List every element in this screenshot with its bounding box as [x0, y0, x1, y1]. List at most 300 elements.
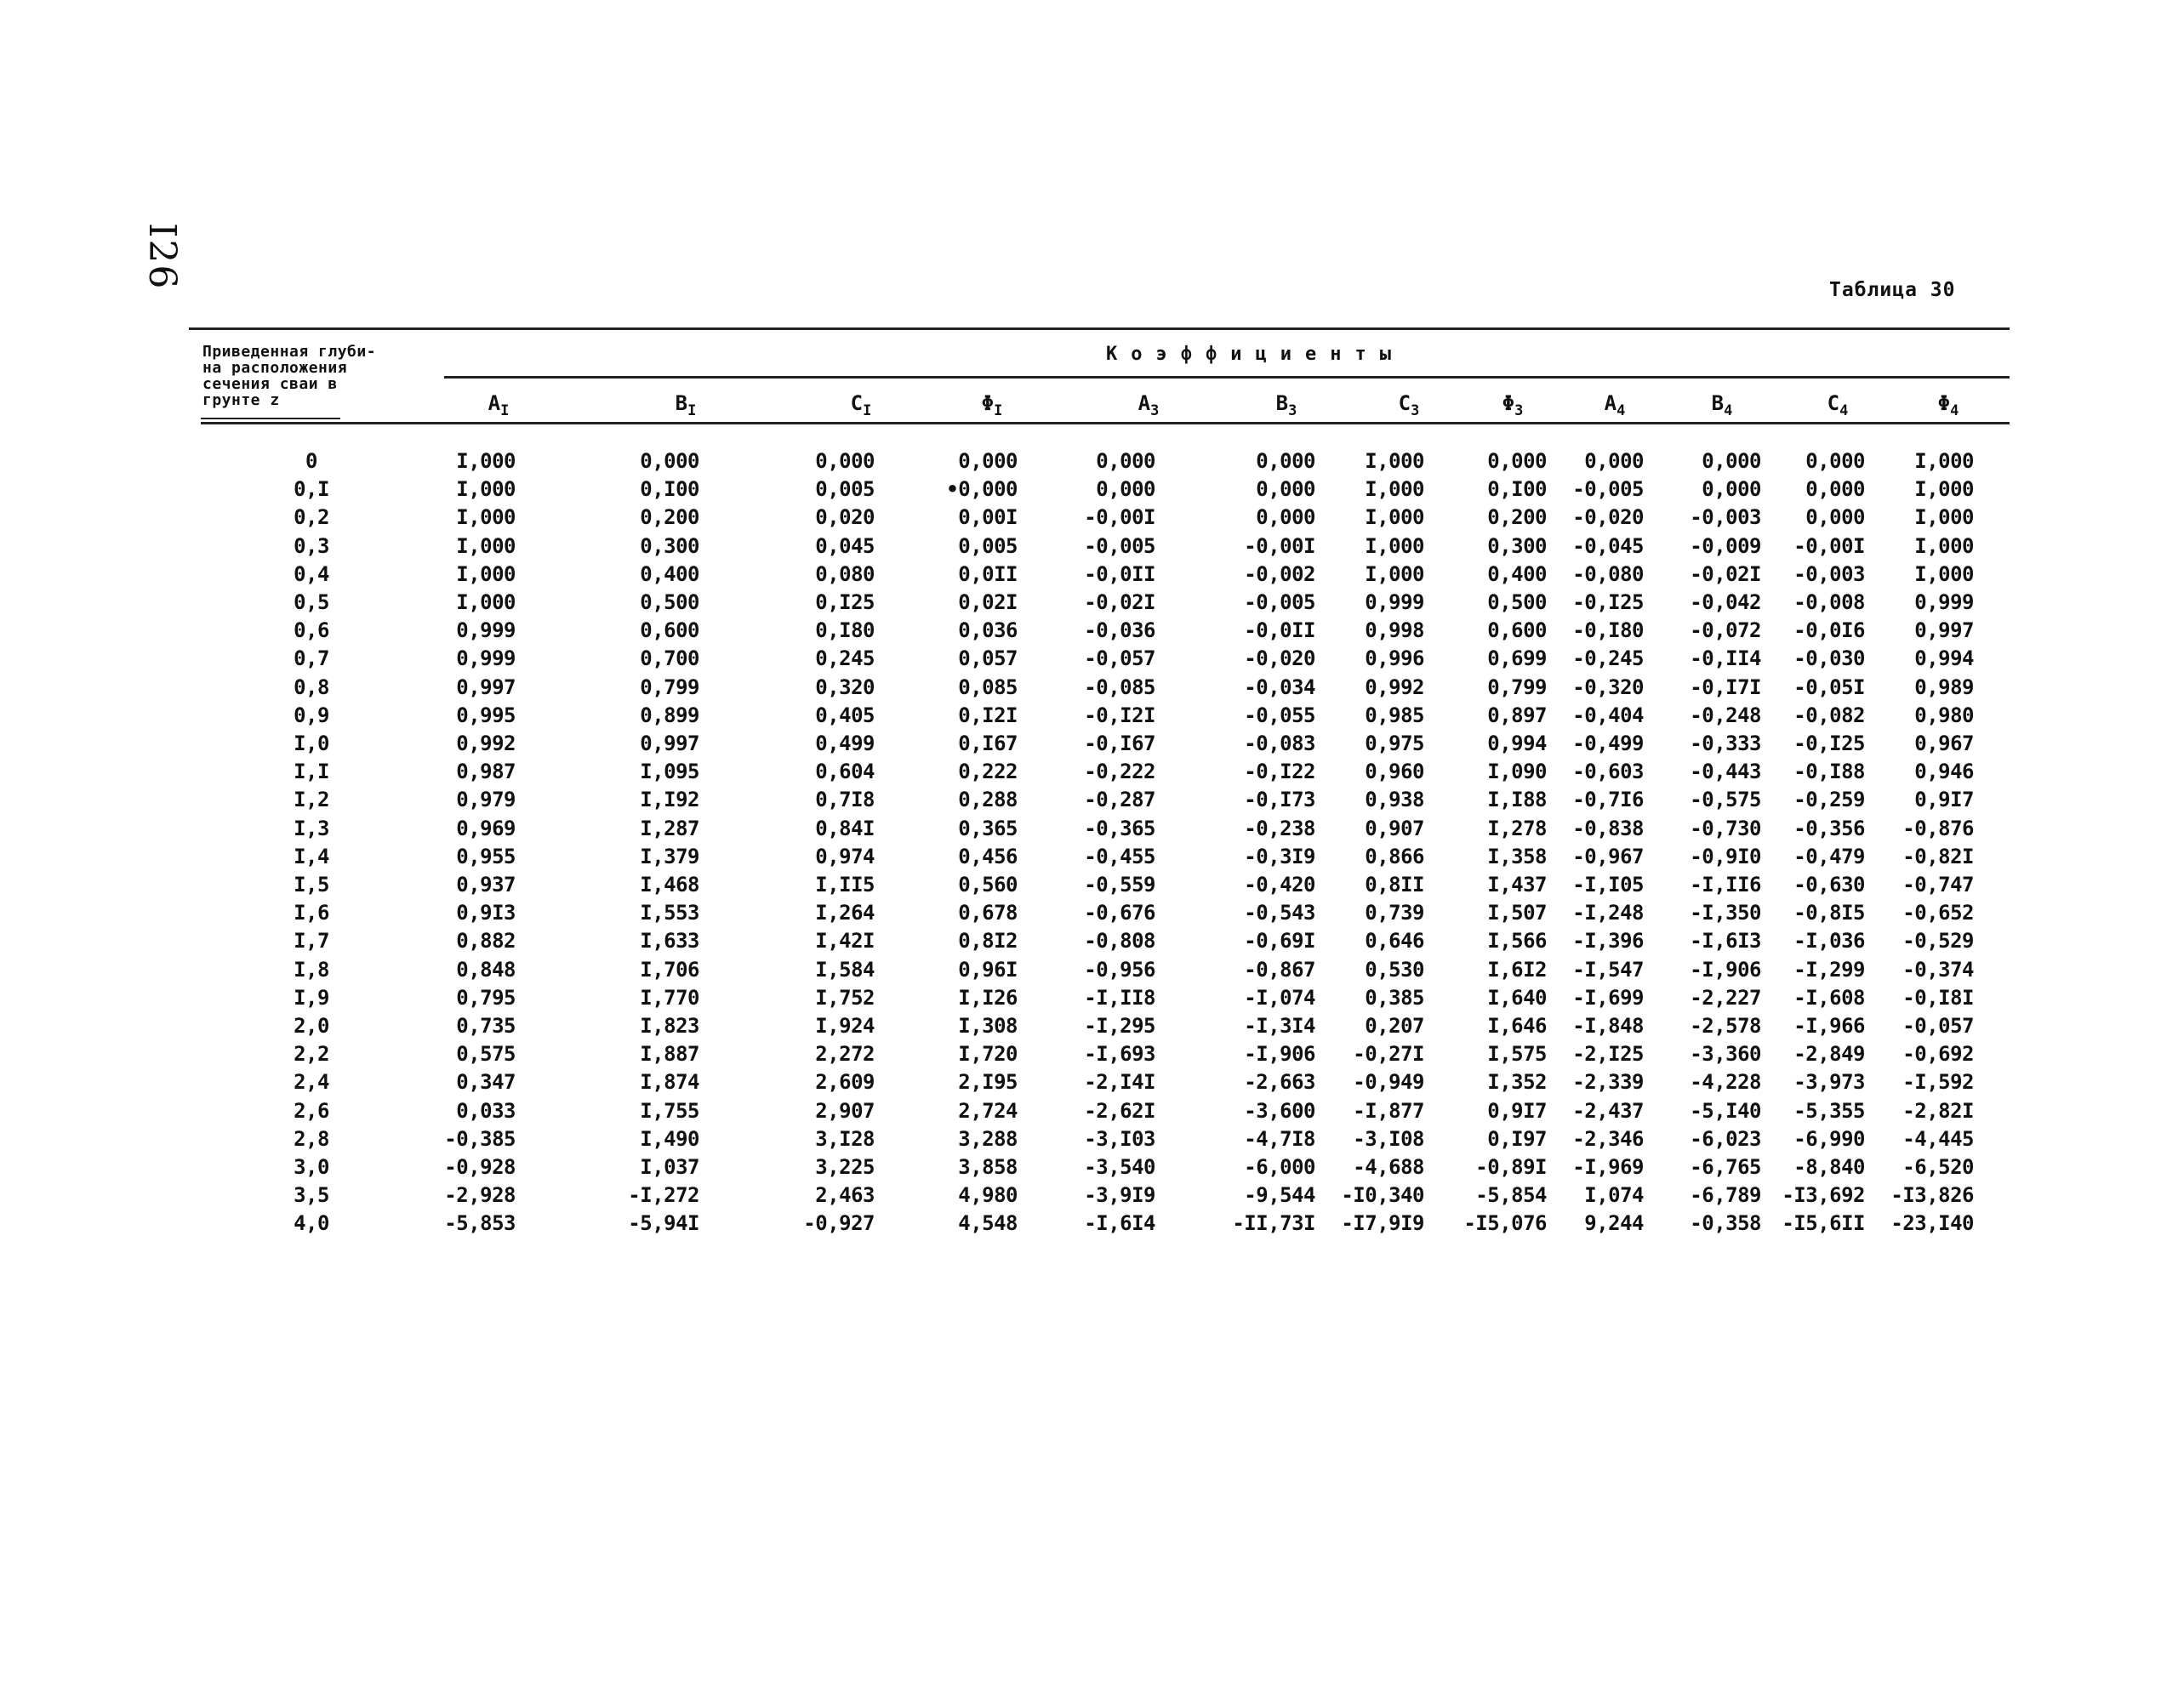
- coefficient-cell: -0,008: [1793, 590, 1865, 614]
- coefficient-cell: 0,999: [456, 646, 516, 671]
- coefficient-cell: -0,259: [1793, 788, 1865, 812]
- coefficient-cell: -I,693: [1084, 1042, 1155, 1067]
- coefficient-cell: 0,I80: [815, 618, 875, 643]
- coefficient-cell: I,874: [640, 1070, 699, 1095]
- coefficient-cell: I,924: [815, 1014, 875, 1038]
- coefficient-cell: I,000: [456, 449, 516, 473]
- coefficient-cell: -0,692: [1902, 1042, 1974, 1067]
- coefficient-cell: 0,979: [456, 788, 516, 812]
- coefficient-cell: 4,548: [958, 1211, 1018, 1236]
- column-header: [1399, 391, 1420, 419]
- depth-cell: 2,6: [294, 1098, 329, 1123]
- depth-column-header: [202, 344, 449, 408]
- coefficient-cell: -0,02I: [1084, 590, 1155, 614]
- column-header-subscript: 3: [1514, 402, 1524, 419]
- coefficient-cell: 0,000: [1096, 449, 1155, 473]
- coefficient-cell: -I,906: [1244, 1042, 1315, 1067]
- coefficient-cell: I,I88: [1487, 788, 1547, 812]
- depth-cell: I,3: [294, 816, 329, 840]
- coefficient-cell: -0,003: [1793, 561, 1865, 586]
- coefficient-cell: I,037: [640, 1155, 699, 1179]
- coefficient-cell: -0,045: [1572, 533, 1644, 558]
- coefficient-cell: 0,045: [815, 533, 875, 558]
- coefficient-cell: -0,333: [1690, 732, 1761, 755]
- coefficient-cell: 0,000: [1487, 449, 1547, 473]
- coefficient-cell: I,640: [1487, 985, 1547, 1010]
- coefficient-cell: I,887: [640, 1042, 699, 1067]
- coefficient-cell: -0,8I5: [1793, 901, 1865, 925]
- column-header: [1605, 391, 1626, 419]
- coefficient-cell: -4,445: [1902, 1126, 1974, 1151]
- coefficient-cell: 0,992: [1365, 675, 1424, 699]
- coefficient-cell: -6,990: [1793, 1126, 1865, 1151]
- coefficient-cell: 0,000: [1702, 477, 1761, 502]
- coefficient-cell: 2,463: [815, 1183, 875, 1208]
- column-header-base: Φ: [1502, 391, 1515, 415]
- coefficient-cell: -I,6I3: [1690, 929, 1761, 954]
- depth-cell: 2,8: [294, 1126, 329, 1151]
- coefficient-cell: -I,699: [1572, 985, 1644, 1010]
- coefficient-cell: I,000: [1914, 477, 1974, 502]
- column-header-subscript: I: [863, 402, 872, 419]
- coefficient-cell: I,074: [1584, 1183, 1644, 1208]
- coefficient-cell: I,000: [1914, 505, 1974, 530]
- coefficient-cell: 0,999: [1365, 590, 1424, 614]
- coefficient-cell: 0,222: [958, 760, 1018, 784]
- coefficient-cell: -I0,340: [1341, 1183, 1424, 1208]
- coefficient-cell: -0,27I: [1353, 1042, 1424, 1067]
- coefficient-cell: I,095: [640, 760, 699, 784]
- coefficient-cell: -2,62I: [1084, 1098, 1155, 1123]
- coefficient-cell: I,000: [1914, 561, 1974, 586]
- coefficient-cell: -0,956: [1084, 957, 1155, 982]
- coefficient-cell: -9,544: [1244, 1183, 1315, 1208]
- coefficient-cell: 0,997: [1914, 618, 1974, 643]
- depth-cell: 3,5: [294, 1183, 329, 1208]
- coefficient-cell: I,264: [815, 901, 875, 925]
- depth-cell: 2,0: [294, 1014, 329, 1038]
- coefficient-cell: 0,739: [1365, 901, 1424, 925]
- coefficient-cell: 0,946: [1914, 760, 1974, 784]
- coefficient-cell: I,490: [640, 1126, 699, 1151]
- coefficient-cell: -6,023: [1690, 1126, 1761, 1151]
- coefficient-cell: -0,005: [1084, 533, 1155, 558]
- coefficient-cell: -0,082: [1793, 703, 1865, 727]
- coefficient-cell: -0,I8I: [1902, 985, 1974, 1010]
- coefficient-cell: 0,575: [456, 1042, 516, 1067]
- coefficient-cell: -I,II6: [1690, 873, 1761, 897]
- coefficient-cell: -0,00I: [1084, 505, 1155, 530]
- coefficient-cell: -0,652: [1902, 901, 1974, 925]
- coefficient-cell: 0,989: [1914, 675, 1974, 699]
- coefficient-cell: 0,500: [640, 590, 699, 614]
- coefficient-cell: -0,358: [1690, 1211, 1761, 1236]
- coefficient-cell: 3,225: [815, 1155, 875, 1179]
- coefficient-cell: -2,578: [1690, 1014, 1761, 1038]
- coefficient-cell: 0,9I7: [1487, 1098, 1547, 1123]
- coefficient-cell: I,352: [1487, 1070, 1547, 1095]
- coefficient-cell: 0,604: [815, 760, 875, 784]
- depth-cell: I,0: [294, 732, 329, 755]
- coefficient-cell: 0,207: [1365, 1014, 1424, 1038]
- coefficient-cell: -0,00I: [1793, 533, 1865, 558]
- coefficient-cell: -I,272: [628, 1183, 699, 1208]
- coefficient-cell: I,000: [1365, 533, 1424, 558]
- coefficient-cell: -8,840: [1793, 1155, 1865, 1179]
- column-header-subscript: 4: [1950, 402, 1959, 419]
- coefficient-cell: 0,000: [1805, 477, 1865, 502]
- coefficient-cell: 0,000: [1702, 449, 1761, 473]
- coefficient-cell: -0,057: [1902, 1014, 1974, 1038]
- column-header-base: Φ: [1937, 391, 1951, 415]
- coefficient-cell: 0,735: [456, 1014, 516, 1038]
- coefficient-cell: I,308: [958, 1014, 1018, 1038]
- coefficient-cell: I,000: [456, 505, 516, 530]
- column-header: [1276, 391, 1297, 419]
- coefficient-cell: I,633: [640, 929, 699, 954]
- column-header-base: C: [1827, 391, 1840, 415]
- coefficient-cell: -6,789: [1690, 1183, 1761, 1208]
- coefficient-cell: 0,500: [1487, 590, 1547, 614]
- coefficient-cell: I,000: [456, 590, 516, 614]
- coefficient-cell: 0,700: [640, 646, 699, 671]
- coefficient-cell: 0,I97: [1487, 1126, 1547, 1151]
- coefficient-cell: 0,974: [815, 844, 875, 868]
- coefficient-cell: 0,I25: [815, 590, 875, 614]
- depth-header-underline: [201, 418, 340, 419]
- coefficient-cell: I,720: [958, 1042, 1018, 1067]
- coefficient-cell: -6,520: [1902, 1155, 1974, 1179]
- coefficient-cell: -I5,6II: [1782, 1211, 1865, 1236]
- column-header: [1502, 391, 1524, 419]
- coefficient-cell: I,823: [640, 1014, 699, 1038]
- coefficient-cell: 4,980: [958, 1183, 1018, 1208]
- coefficient-cell: 0,907: [1365, 816, 1424, 840]
- coefficient-cell: -0,630: [1793, 873, 1865, 897]
- coefficient-cell: -0,072: [1690, 618, 1761, 643]
- coefficient-cell: 0,994: [1914, 646, 1974, 671]
- coefficient-cell: 0,I2I: [958, 703, 1018, 727]
- coefficient-cell: -I,877: [1353, 1098, 1424, 1123]
- coefficient-cell: -0,320: [1572, 675, 1644, 699]
- coefficient-cell: -0,057: [1084, 646, 1155, 671]
- coefficient-cell: 0,897: [1487, 703, 1547, 727]
- coefficient-cell: 0,300: [640, 533, 699, 558]
- coefficient-cell: -0,559: [1084, 873, 1155, 897]
- coefficient-cell: 0,600: [640, 618, 699, 643]
- coefficient-cell: -II,73I: [1232, 1211, 1315, 1236]
- coefficient-cell: -2,I4I: [1084, 1070, 1155, 1095]
- coefficient-cell: I,42I: [815, 929, 875, 954]
- depth-cell: I,2: [294, 788, 329, 812]
- coefficient-cell: 0,I00: [640, 477, 699, 502]
- coefficient-cell: 0,02I: [958, 590, 1018, 614]
- coefficient-cell: 0,7I8: [815, 788, 875, 812]
- coefficient-cell: 0,8II: [1365, 873, 1424, 897]
- coefficient-cell: 0,882: [456, 929, 516, 954]
- coefficient-cell: 0,994: [1487, 732, 1547, 755]
- coefficient-cell: -0,034: [1244, 675, 1315, 699]
- coefficient-cell: 0,955: [456, 844, 516, 868]
- depth-cell: I,4: [294, 844, 329, 868]
- coefficient-cell: 0,999: [456, 618, 516, 643]
- coefficient-cell: -0,005: [1572, 477, 1644, 502]
- coefficient-cell: -0,543: [1244, 901, 1315, 925]
- coefficient-cell: 0,456: [958, 844, 1018, 868]
- coefficient-cell: 0,499: [815, 732, 875, 755]
- coefficient-cell: I,000: [1914, 533, 1974, 558]
- column-header-subscript: I: [500, 402, 510, 419]
- coefficient-cell: -0,7I6: [1572, 788, 1644, 812]
- coefficient-cell: I,358: [1487, 844, 1547, 868]
- coefficient-cell: 0,975: [1365, 732, 1424, 755]
- coefficient-cell: 0,400: [640, 561, 699, 586]
- coefficient-cell: -0,575: [1690, 788, 1761, 812]
- coefficient-cell: -0,949: [1353, 1070, 1424, 1095]
- coefficient-cell: -4,7I8: [1244, 1126, 1315, 1151]
- coefficient-cell: -I,036: [1793, 929, 1865, 954]
- coefficient-cell: -0,374: [1902, 957, 1974, 982]
- coefficient-cell: 0,000: [1256, 449, 1315, 473]
- coefficient-cell: 0,400: [1487, 561, 1547, 586]
- coefficient-cell: -I,074: [1244, 985, 1315, 1010]
- coefficient-cell: -0,030: [1793, 646, 1865, 671]
- coefficients-group-header: Коэффициенты: [1106, 344, 1405, 365]
- coefficient-cell: -I,592: [1902, 1070, 1974, 1095]
- column-header-subscript: I: [994, 402, 1003, 419]
- coefficient-cell: I,468: [640, 873, 699, 897]
- coefficient-cell: -0,927: [803, 1211, 875, 1236]
- coefficient-cell: I,437: [1487, 873, 1547, 897]
- coefficient-cell: -0,0II: [1244, 618, 1315, 643]
- column-header-subscript: 3: [1150, 402, 1160, 419]
- coefficient-cell: -5,I40: [1690, 1098, 1761, 1123]
- coefficient-cell: 0,985: [1365, 703, 1424, 727]
- coefficient-cell: -4,228: [1690, 1070, 1761, 1095]
- coefficient-cell: -3,I03: [1084, 1126, 1155, 1151]
- coefficient-cell: -I,350: [1690, 901, 1761, 925]
- coefficient-cell: -0,042: [1690, 590, 1761, 614]
- column-header-base: Φ: [981, 391, 995, 415]
- table-top-rule: [189, 327, 2010, 330]
- coefficient-cell: -0,002: [1244, 561, 1315, 586]
- coefficient-cell: 0,200: [640, 505, 699, 530]
- coefficient-cell: -2,346: [1572, 1126, 1644, 1151]
- coefficient-cell: 2,609: [815, 1070, 875, 1095]
- coefficient-cell: -0,II4: [1690, 646, 1761, 671]
- coefficient-cell: 0,997: [456, 675, 516, 699]
- column-header-subscript: I: [687, 402, 697, 419]
- coefficient-cell: 2,724: [958, 1098, 1018, 1123]
- coefficient-cell: 0,057: [958, 646, 1018, 671]
- coefficient-cell: -0,730: [1690, 816, 1761, 840]
- coefficient-cell: 0,967: [1914, 732, 1974, 755]
- coefficient-cell: -I5,076: [1463, 1211, 1547, 1236]
- coefficient-cell: -I,I05: [1572, 873, 1644, 897]
- coefficient-cell: 3,288: [958, 1126, 1018, 1151]
- coefficient-cell: -0,238: [1244, 816, 1315, 840]
- coefficient-cell: -0,I25: [1572, 590, 1644, 614]
- coefficient-cell: -3,540: [1084, 1155, 1155, 1179]
- column-header-subscript: 4: [1616, 402, 1626, 419]
- coefficient-cell: -0,I88: [1793, 760, 1865, 784]
- coefficient-cell: -0,080: [1572, 561, 1644, 586]
- coefficient-cell: -I3,692: [1782, 1183, 1865, 1208]
- coefficient-cell: -0,676: [1084, 901, 1155, 925]
- coefficient-cell: I,090: [1487, 760, 1547, 784]
- coefficient-cell: 0,I67: [958, 732, 1018, 755]
- coefficient-cell: 0,005: [815, 477, 875, 502]
- coefficient-cell: -6,000: [1244, 1155, 1315, 1179]
- coefficient-cell: -I,547: [1572, 957, 1644, 982]
- coefficient-cell: I,000: [1365, 561, 1424, 586]
- coefficient-cell: •0,000: [946, 477, 1018, 502]
- coefficient-cell: I,000: [1365, 505, 1424, 530]
- coefficient-cell: -0,083: [1244, 732, 1315, 755]
- coefficient-cell: -0,009: [1690, 533, 1761, 558]
- coefficient-cell: I,575: [1487, 1042, 1547, 1067]
- coefficient-cell: 0,938: [1365, 788, 1424, 812]
- coefficient-cell: -0,020: [1572, 505, 1644, 530]
- coefficient-cell: -0,3I9: [1244, 844, 1315, 868]
- coefficient-cell: 0,005: [958, 533, 1018, 558]
- coefficient-cell: 0,036: [958, 618, 1018, 643]
- coefficient-cell: -3,360: [1690, 1042, 1761, 1067]
- coefficient-cell: -I,396: [1572, 929, 1644, 954]
- coefficient-cell: I,000: [1914, 449, 1974, 473]
- table-label: Таблица 30: [1829, 279, 1956, 301]
- column-header: [982, 391, 1003, 419]
- column-header-subscript: 3: [1288, 402, 1297, 419]
- coefficient-cell: -0,838: [1572, 816, 1644, 840]
- column-header-base: A: [488, 391, 501, 415]
- coefficient-cell: I,278: [1487, 816, 1547, 840]
- coefficient-cell: I,000: [456, 477, 516, 502]
- coefficient-cell: -2,82I: [1902, 1098, 1974, 1123]
- coefficient-cell: -0,0I6: [1793, 618, 1865, 643]
- coefficient-cell: 2,I95: [958, 1070, 1018, 1095]
- coefficient-cell: -0,529: [1902, 929, 1974, 954]
- depth-cell: 0,8: [294, 675, 329, 699]
- coefficient-cell: -0,I7I: [1690, 675, 1761, 699]
- coefficient-cell: -0,00I: [1244, 533, 1315, 558]
- column-header: [1712, 391, 1733, 419]
- coefficient-cell: -0,420: [1244, 873, 1315, 897]
- coefficient-cell: -0,003: [1690, 505, 1761, 530]
- coefficient-cell: 0,347: [456, 1070, 516, 1095]
- coefficient-cell: -0,I73: [1244, 788, 1315, 812]
- coefficient-cell: -0,I25: [1793, 732, 1865, 755]
- coefficient-cell: -0,967: [1572, 844, 1644, 868]
- coefficient-cell: -I,II8: [1084, 985, 1155, 1010]
- coefficient-cell: I,770: [640, 985, 699, 1010]
- column-header-subscript: 3: [1411, 402, 1420, 419]
- coefficient-cell: 0,96I: [958, 957, 1018, 982]
- coefficient-cell: 0,000: [1096, 477, 1155, 502]
- depth-cell: 0,2: [294, 505, 329, 530]
- coefficient-cell: I,507: [1487, 901, 1547, 925]
- coefficient-cell: 0,080: [815, 561, 875, 586]
- coefficient-cell: I,706: [640, 957, 699, 982]
- coefficient-cell: -I,966: [1793, 1014, 1865, 1038]
- coefficient-cell: 0,000: [958, 449, 1018, 473]
- coefficient-cell: 9,244: [1584, 1211, 1644, 1236]
- coefficient-cell: 0,84I: [815, 816, 875, 840]
- coefficient-cell: -I3,826: [1890, 1183, 1974, 1208]
- depth-cell: 0,4: [294, 561, 329, 586]
- coefficient-cell: -I,295: [1084, 1014, 1155, 1038]
- coefficient-cell: -I,906: [1690, 957, 1761, 982]
- coefficient-cell: 0,405: [815, 703, 875, 727]
- coefficient-cell: 0,899: [640, 703, 699, 727]
- coefficient-cell: -0,248: [1690, 703, 1761, 727]
- coefficient-cell: -0,05I: [1793, 675, 1865, 699]
- coefficient-cell: -5,355: [1793, 1098, 1865, 1123]
- coefficient-cell: I,I26: [958, 985, 1018, 1010]
- column-header-base: B: [675, 391, 688, 415]
- coefficient-cell: 0,646: [1365, 929, 1424, 954]
- coefficient-cell: 0,000: [1256, 477, 1315, 502]
- coefficient-cell: -I,248: [1572, 901, 1644, 925]
- coefficient-cell: -0,9I0: [1690, 844, 1761, 868]
- column-header: [851, 391, 872, 419]
- coefficient-cell: -2,663: [1244, 1070, 1315, 1095]
- coefficient-cell: -I,969: [1572, 1155, 1644, 1179]
- coefficient-cell: 0,969: [456, 816, 516, 840]
- coefficient-cell: 0,000: [640, 449, 699, 473]
- coefficient-cell: I,755: [640, 1098, 699, 1123]
- column-header-base: B: [1711, 391, 1725, 415]
- coefficient-cell: 0,200: [1487, 505, 1547, 530]
- coefficient-cell: 0,300: [1487, 533, 1547, 558]
- coefficient-cell: -2,928: [444, 1183, 516, 1208]
- coefficient-cell: I,646: [1487, 1014, 1547, 1038]
- coefficient-cell: 0,0II: [958, 561, 1018, 586]
- coefficient-cell: 0,385: [1365, 985, 1424, 1010]
- coefficient-cell: 0,799: [640, 675, 699, 699]
- coefficient-cell: I,752: [815, 985, 875, 1010]
- coefficient-cell: -I7,9I9: [1341, 1211, 1424, 1236]
- coefficient-cell: 0,288: [958, 788, 1018, 812]
- coefficient-cell: 3,858: [958, 1155, 1018, 1179]
- coefficient-cell: -0,82I: [1902, 844, 1974, 868]
- depth-cell: 4,0: [294, 1211, 329, 1236]
- coefficient-cell: -0,479: [1793, 844, 1865, 868]
- coefficient-cell: -I,3I4: [1244, 1014, 1315, 1038]
- coefficient-cell: 2,907: [815, 1098, 875, 1123]
- coefficient-cell: 0,992: [456, 732, 516, 755]
- coefficient-cell: -3,973: [1793, 1070, 1865, 1095]
- page-number: I26: [140, 223, 184, 291]
- coefficient-cell: -0,808: [1084, 929, 1155, 954]
- coefficient-cell: -0,I67: [1084, 732, 1155, 755]
- coefficient-cell: -5,853: [444, 1211, 516, 1236]
- coefficient-cell: I,6I2: [1487, 957, 1547, 982]
- coefficient-cell: 0,996: [1365, 646, 1424, 671]
- coefficient-cell: -2,227: [1690, 985, 1761, 1010]
- column-header: [488, 391, 510, 419]
- coefficient-cell: I,553: [640, 901, 699, 925]
- coefficient-cell: 0,530: [1365, 957, 1424, 982]
- coefficient-cell: 0,999: [1914, 590, 1974, 614]
- depth-cell: I,6: [294, 901, 329, 925]
- coefficient-cell: 0,699: [1487, 646, 1547, 671]
- depth-cell: 0,3: [294, 533, 329, 558]
- coefficient-cell: 0,000: [1256, 505, 1315, 530]
- coefficient-cell: I,000: [456, 561, 516, 586]
- coefficient-cell: -5,854: [1475, 1183, 1547, 1208]
- column-header-subscript: 4: [1724, 402, 1733, 419]
